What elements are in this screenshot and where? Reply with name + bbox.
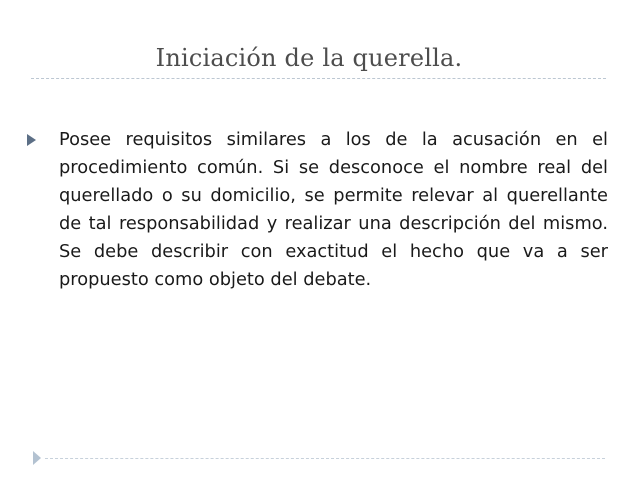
title-divider [31,78,606,79]
bullet-text: Posee requisitos similares a los de la acusación en el procedimiento común. Si se desconoce el nombre real del querellado o su domicilio, se permite relevar al querellante de tal responsabilidad y realizar una descripción del mismo. Se debe describir con exactitud el hecho que va a ser propuesto como objeto del debate. [59,129,608,290]
slide-content [22,126,608,294]
slide-title: Iniciación de la querella. [155,44,463,72]
footer-divider [45,458,605,459]
bullet-item [22,126,608,294]
footer-arrow-icon [33,451,41,465]
triangle-bullet-icon [27,134,36,146]
